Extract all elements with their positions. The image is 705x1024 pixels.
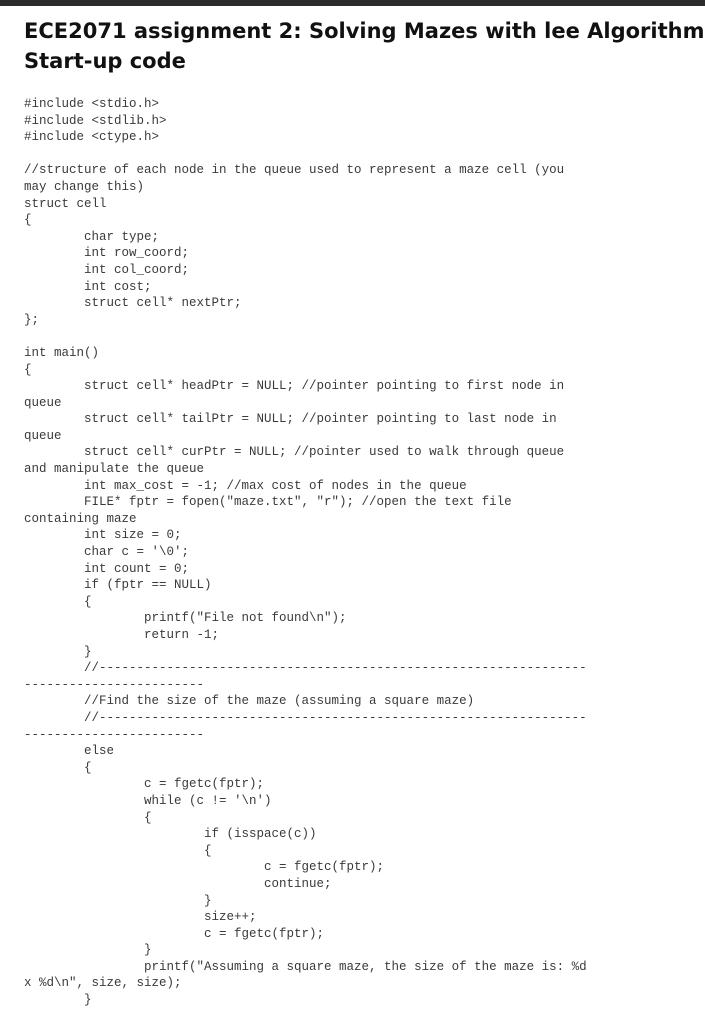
code-line: if (fptr == NULL): [24, 578, 212, 593]
code-line: int size = 0;: [24, 528, 182, 543]
code-line: struct cell* curPtr = NULL; //pointer used to walk through queue: [24, 445, 565, 460]
code-line: x %d\n", size, size);: [24, 976, 182, 991]
document-title: [24, 16, 705, 76]
code-line: if (isspace(c)): [24, 827, 317, 842]
code-line: size++;: [24, 910, 257, 925]
code-line: #include <stdlib.h>: [24, 113, 167, 128]
code-line: #include <stdio.h>: [24, 97, 160, 111]
code-line: printf("File not found\n");: [24, 611, 347, 626]
code-line: {: [24, 760, 92, 775]
code-line: //-----------------------------------------------------------------: [24, 661, 587, 676]
code-line: int row_coord;: [24, 246, 190, 261]
code-line: containing maze: [24, 511, 137, 526]
code-line: return -1;: [24, 628, 220, 642]
code-line: queue: [24, 395, 62, 410]
code-line: while (c != '\n'): [24, 793, 272, 808]
code-line: may change this): [24, 179, 145, 194]
code-line: {: [24, 362, 32, 377]
code-line: c = fgetc(fptr);: [24, 777, 265, 792]
code-line: }: [24, 893, 212, 908]
code-line: continue;: [24, 876, 332, 891]
code-line: //Find the size of the maze (assuming a square maze): [24, 694, 475, 709]
code-line: [24, 328, 694, 345]
code-line: //structure of each node in the queue used to represent a maze cell (you: [24, 163, 565, 178]
code-line: struct cell* headPtr = NULL; //pointer pointing to first node in: [24, 379, 565, 394]
code-line: [24, 146, 694, 163]
code-line: int col_coord;: [24, 262, 190, 277]
code-line: };: [24, 312, 40, 327]
code-line: {: [24, 594, 92, 609]
code-line: #include <ctype.h>: [24, 130, 160, 145]
code-line: c = fgetc(fptr);: [24, 926, 325, 941]
code-line: ------------------------: [24, 727, 205, 742]
code-line: {: [24, 843, 212, 858]
code-block: [24, 96, 694, 1009]
code-line: }: [24, 644, 92, 659]
code-line: int cost;: [24, 279, 152, 294]
code-line: {: [24, 213, 32, 228]
title-line-1: ECE2071 assignment 2: Solving Mazes with lee Algorithm: [24, 19, 705, 43]
code-line: char type;: [24, 229, 160, 244]
code-line: }: [24, 943, 152, 958]
code-line: //-----------------------------------------------------------------: [24, 710, 587, 725]
code-line: and manipulate the queue: [24, 462, 205, 477]
code-line: }: [24, 993, 92, 1008]
code-line: else: [24, 744, 115, 759]
code-line: struct cell* nextPtr;: [24, 296, 242, 311]
code-line: ------------------------: [24, 677, 205, 692]
code-line: struct cell* tailPtr = NULL; //pointer pointing to last node in: [24, 412, 557, 427]
code-line: int main(): [24, 345, 100, 360]
code-line: FILE* fptr = fopen("maze.txt", "r"); //open the text file: [24, 495, 512, 510]
code-line: struct cell: [24, 196, 107, 211]
top-border: [0, 0, 705, 6]
code-line: c = fgetc(fptr);: [24, 860, 385, 875]
code-line: int max_cost = -1; //max cost of nodes in the queue: [24, 478, 467, 493]
title-line-2: Start-up code: [24, 49, 186, 73]
code-line: printf("Assuming a square maze, the size of the maze is: %d: [24, 959, 587, 974]
code-line: int count = 0;: [24, 561, 190, 576]
code-line: queue: [24, 428, 62, 443]
code-line: {: [24, 810, 152, 825]
code-line: char c = '\0';: [24, 545, 190, 560]
